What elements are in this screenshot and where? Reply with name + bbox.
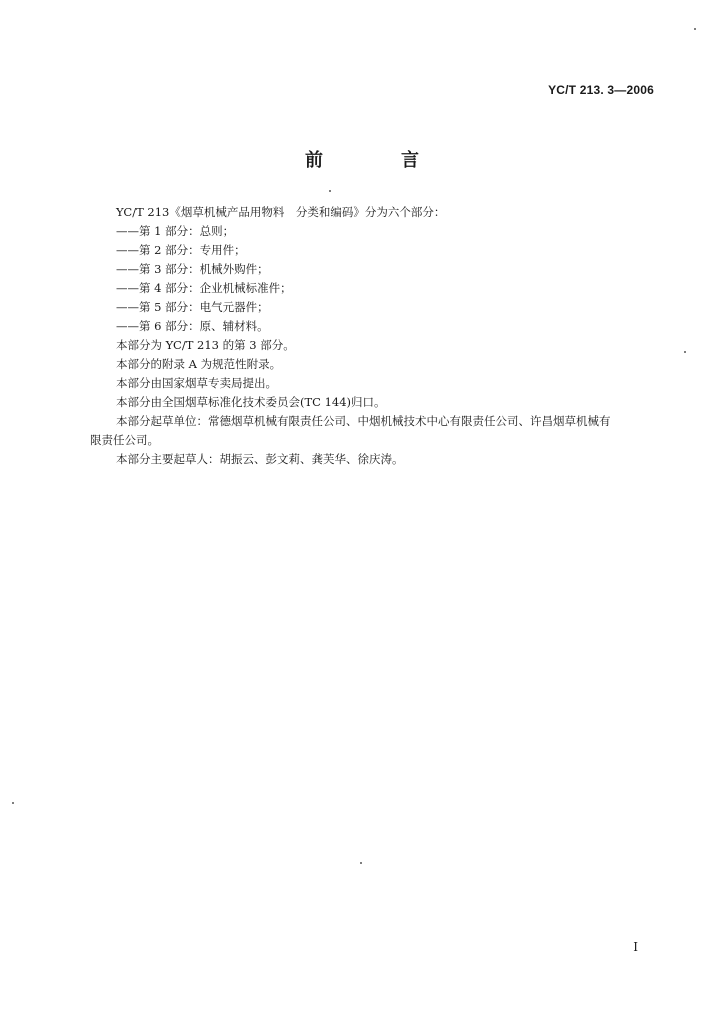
paragraph-proposer: 本部分由国家烟草专卖局提出。 <box>116 376 277 390</box>
page-number: I <box>633 940 638 954</box>
scan-speck <box>684 351 686 353</box>
list-item-part-3: ——第 3 部分：机械外购件； <box>116 262 269 276</box>
paragraph-appendix: 本部分的附录 A 为规范性附录。 <box>116 357 282 371</box>
scan-speck <box>360 862 362 864</box>
paragraph-drafting-units-continued: 限责任公司。 <box>90 433 159 447</box>
paragraph-drafters: 本部分主要起草人：胡振云、彭文莉、龚芙华、徐庆涛。 <box>116 452 404 466</box>
page-title: 前 言 <box>305 150 449 171</box>
foreword-body <box>92 203 654 469</box>
list-item-part-2: ——第 2 部分：专用件； <box>116 243 246 257</box>
paragraph-drafting-units: 本部分起草单位：常德烟草机械有限责任公司、中烟机械技术中心有限责任公司、许昌烟草机械有 <box>116 414 611 428</box>
list-item-part-5: ——第 5 部分：电气元器件； <box>116 300 269 314</box>
standard-code: YC/T 213. 3—2006 <box>548 83 654 97</box>
paragraph-part-statement: 本部分为 YC/T 213 的第 3 部分。 <box>116 338 295 352</box>
scan-speck <box>12 802 14 804</box>
list-item-part-6: ——第 6 部分：原、辅材料。 <box>116 319 269 333</box>
scan-speck <box>694 28 696 30</box>
scan-speck <box>329 190 331 192</box>
list-item-part-4: ——第 4 部分：企业机械标准件； <box>116 281 292 295</box>
paragraph-committee: 本部分由全国烟草标准化技术委员会(TC 144)归口。 <box>116 395 386 409</box>
paragraph-intro: YC/T 213《烟草机械产品用物料 分类和编码》分为六个部分： <box>116 205 446 219</box>
list-item-part-1: ——第 1 部分：总则； <box>116 224 235 238</box>
